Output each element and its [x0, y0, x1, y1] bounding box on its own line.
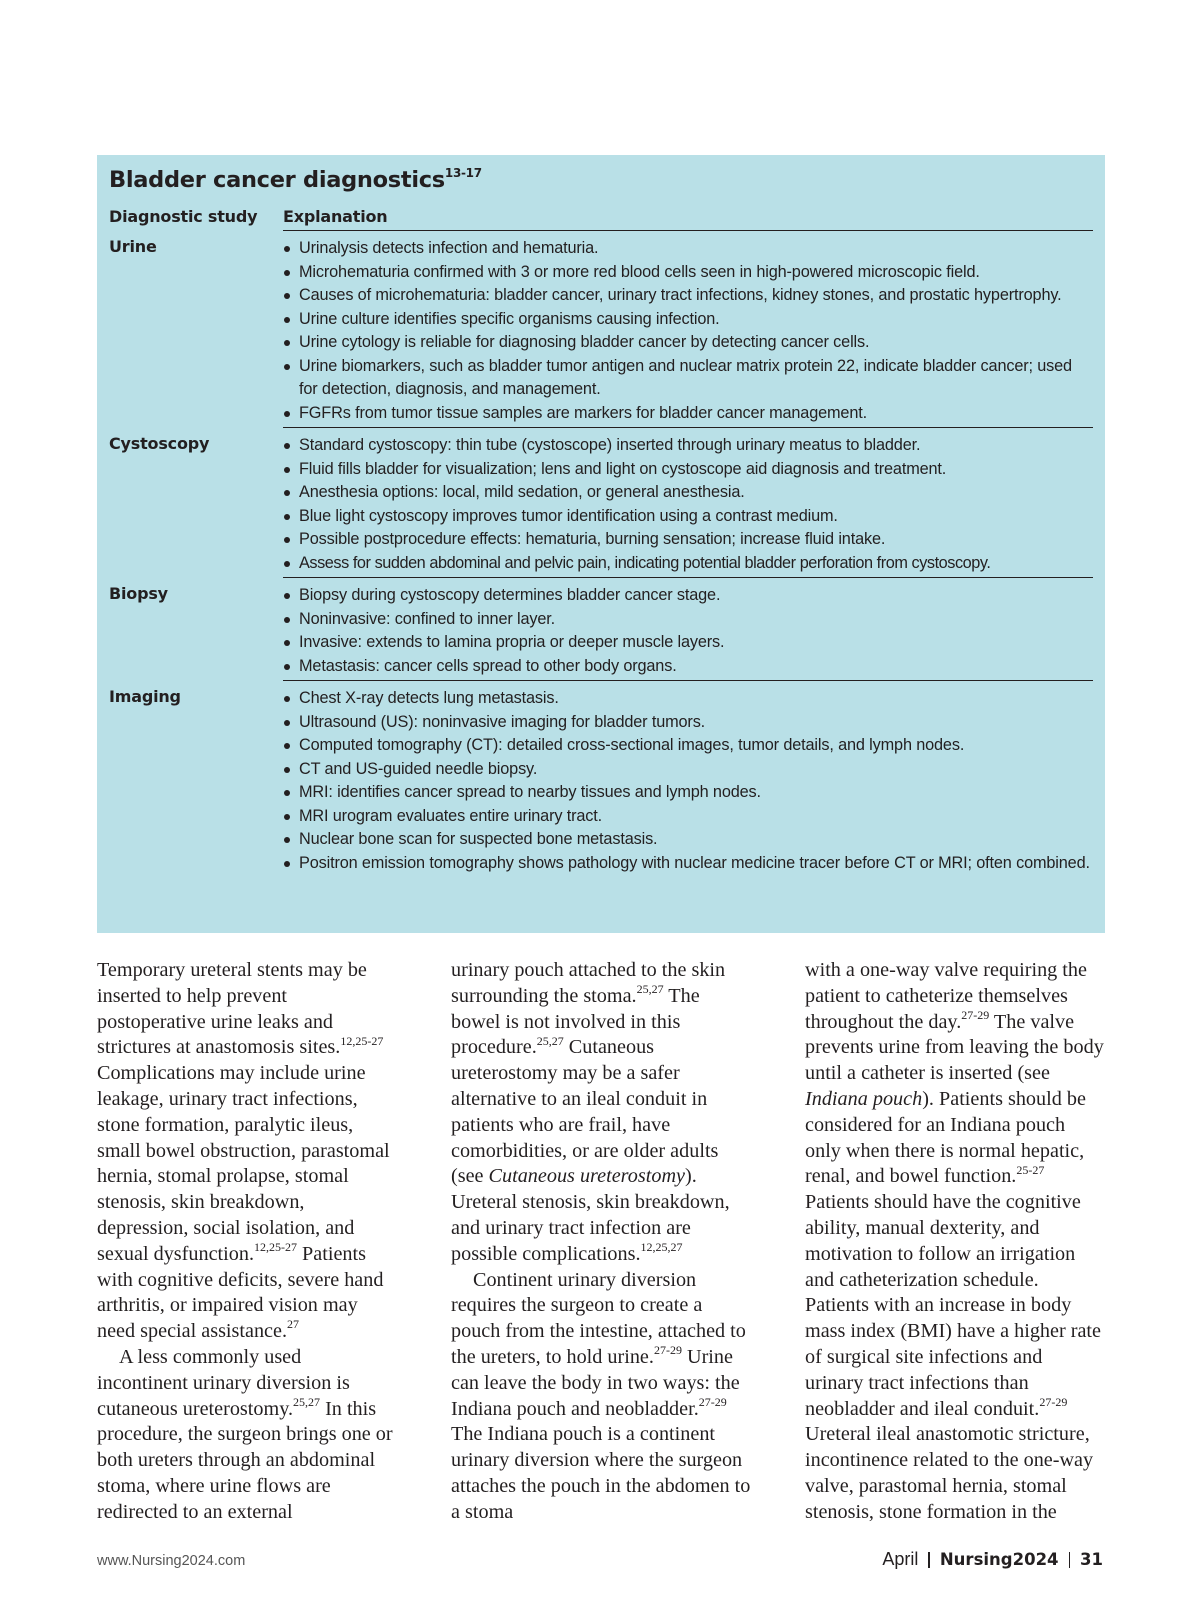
table-row-imaging	[109, 681, 1093, 877]
table-header	[109, 207, 1093, 231]
cystoscopy-list	[283, 428, 1093, 577]
biopsy-list	[283, 578, 1093, 680]
row-label-biopsy: Biopsy	[109, 584, 168, 603]
list-item: Urine biomarkers, such as bladder tumor antigen and nuclear matrix protein 22, indicate bladder cancer; used for detection, diagnosis, and management.	[283, 355, 1093, 402]
box-title	[109, 167, 1093, 193]
footer-divider	[1069, 1552, 1071, 1568]
list-item: Ultrasound (US): noninvasive imaging for bladder tumors.	[283, 711, 1093, 735]
text-column-2	[451, 958, 751, 1526]
list-item: Standard cystoscopy: thin tube (cystoscope) inserted through urinary meatus to bladder.	[283, 434, 1093, 458]
list-item: MRI urogram evaluates entire urinary tract.	[283, 805, 1093, 829]
body-text	[97, 958, 1105, 1526]
table-row-urine	[109, 231, 1093, 428]
paragraph: with a one-way valve requiring the patient to catheterize themselves throughout the day.$^{27-29}$ The valve prevents urine from leaving the body until a catheter is inserted (see Indiana pouch). Patients should be considered for an Indiana pouch only when there is normal hepatic, renal, and bowel function.$^{25-27}$ Patients should have the cognitive ability, manual dexterity, and motivation to follow an irrigation and catheterization schedule. Patients with an increase in body mass index (BMI) have a higher rate of surgical site infections and urinary tract infections than neobladder and ileal conduit.$^{27-29}$ Ureteral ileal anastomotic stricture, incontinence related to the one-way valve, parastomal hernia, stomal stenosis, stone formation in the	[805, 959, 1104, 1523]
list-item: Computed tomography (CT): detailed cross-sectional images, tumor details, and lymph nodes.	[283, 734, 1093, 758]
footer-brand: Nursing2024	[939, 1550, 1059, 1569]
list-item: Nuclear bone scan for suspected bone metastasis.	[283, 828, 1093, 852]
list-item: Invasive: extends to lamina propria or deeper muscle layers.	[283, 631, 1093, 655]
list-item: MRI: identifies cancer spread to nearby tissues and lymph nodes.	[283, 781, 1093, 805]
paragraph: Temporary ureteral stents may be inserted to help prevent postoperative urine leaks and strictures at anastomosis sites.$^{12,25-27}$ Complications may include urine leakage, urinary tract infections, stone formation, paralytic ileus, small bowel obstruction, parastomal hernia, stomal prolapse, stomal stenosis, skin breakdown, depression, social isolation, and sexual dysfunction.$^{12,25-27}$ Patients with cognitive deficits, severe hand arthritis, or impaired vision may need special assistance.$^{27}$	[97, 959, 390, 1343]
list-item: Urinalysis detects infection and hematuria.	[283, 237, 1093, 261]
list-item: Urine culture identifies specific organisms causing infection.	[283, 308, 1093, 332]
box-title-refs: 13-17	[444, 165, 482, 180]
list-item: Possible postprocedure effects: hematuria, burning sensation; increase fluid intake.	[283, 528, 1093, 552]
urine-list	[283, 231, 1093, 427]
table-row-cystoscopy	[109, 428, 1093, 578]
list-item: Metastasis: cancer cells spread to other body organs.	[283, 655, 1093, 679]
header-diagnostic-study: Diagnostic study	[109, 207, 258, 226]
list-item: Causes of microhematuria: bladder cancer, urinary tract infections, kidney stones, and prostatic hypertrophy.	[283, 284, 1093, 308]
text-column-1	[97, 958, 397, 1526]
list-item: Microhematuria confirmed with 3 or more red blood cells seen in high-powered microscopic field.	[283, 261, 1093, 285]
list-item: FGFRs from tumor tissue samples are markers for bladder cancer management.	[283, 402, 1093, 426]
text-column-3	[805, 958, 1105, 1526]
list-item: Anesthesia options: local, mild sedation, or general anesthesia.	[283, 481, 1093, 505]
paragraph: A less commonly used incontinent urinary diversion is cutaneous ureterostomy.$^{25,27}$ In this procedure, the surgeon brings one or both ureters through an abdominal stoma, where urine flows are redirected to an external	[97, 1345, 393, 1523]
list-item: Blue light cystoscopy improves tumor identification using a contrast medium.	[283, 505, 1093, 529]
footer-website[interactable]: www.Nursing2024.com	[97, 1553, 246, 1569]
table-row-biopsy	[109, 578, 1093, 681]
box-title-text: Bladder cancer diagnostics	[109, 167, 445, 193]
paragraph: urinary pouch attached to the skin surrounding the stoma.$^{25,27}$ The bowel is not involved in this procedure.$^{25,27}$ Cutaneous ureterostomy may be a safer alternative to an ileal conduit in patients who are frail, have comorbidities, or are older adults (see Cutaneous ureterostomy). Ureteral stenosis, skin breakdown, and urinary tract infection are possible complications.$^{12,25,27}$	[451, 959, 730, 1265]
list-item: Fluid fills bladder for visualization; lens and light on cystoscope aid diagnosis and treatment.	[283, 458, 1093, 482]
header-explanation: Explanation	[283, 207, 1093, 231]
footer-folio	[882, 1549, 1103, 1570]
diagnostics-sidebar-box	[97, 155, 1105, 933]
row-label-imaging: Imaging	[109, 687, 181, 706]
list-item: Noninvasive: confined to inner layer.	[283, 608, 1093, 632]
imaging-list	[283, 681, 1093, 877]
list-item: Positron emission tomography shows pathology with nuclear medicine tracer before CT or MRI; often combined.	[283, 852, 1093, 876]
row-label-urine: Urine	[109, 237, 157, 256]
list-item: Chest X-ray detects lung metastasis.	[283, 687, 1093, 711]
footer-divider	[928, 1552, 930, 1568]
paragraph: Continent urinary diversion requires the surgeon to create a pouch from the intestine, attached to the ureters, to hold urine.$^{27-29}$ Urine can leave the body in two ways: the Indiana pouch and neobladder.$^{27-29}$ The Indiana pouch is a continent urinary diversion where the surgeon attaches the pouch in the abdomen to a stoma	[451, 1268, 751, 1523]
footer-month: April	[882, 1549, 919, 1569]
list-item: Biopsy during cystoscopy determines bladder cancer stage.	[283, 584, 1093, 608]
page-number: 31	[1080, 1550, 1103, 1569]
list-item: Urine cytology is reliable for diagnosing bladder cancer by detecting cancer cells.	[283, 331, 1093, 355]
list-item: Assess for sudden abdominal and pelvic pain, indicating potential bladder perforation from cystoscopy.	[283, 552, 1093, 576]
row-label-cystoscopy: Cystoscopy	[109, 434, 210, 453]
list-item: CT and US-guided needle biopsy.	[283, 758, 1093, 782]
